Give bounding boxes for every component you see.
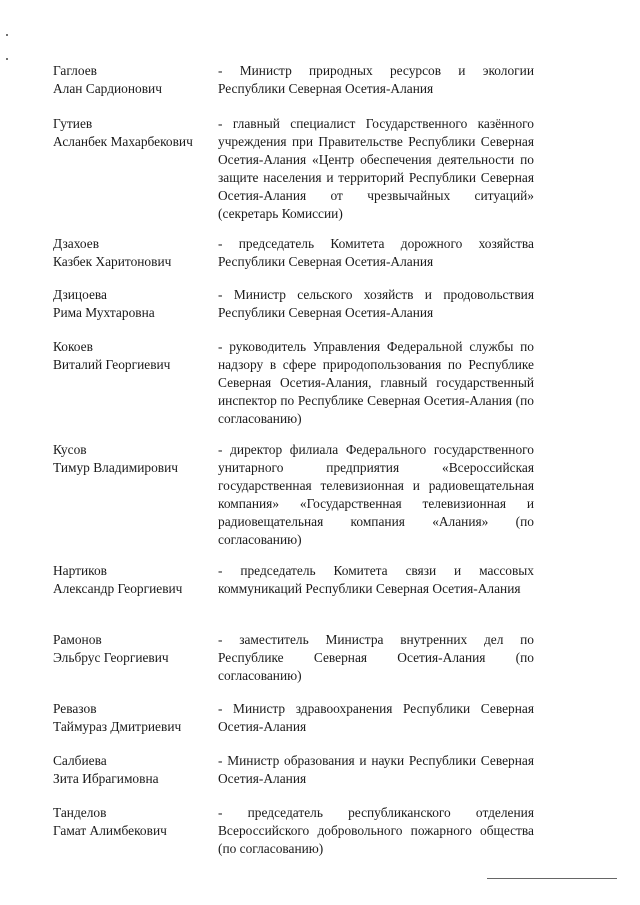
member-name <box>53 441 218 477</box>
member-given-names: Алан Сардионович <box>53 81 162 96</box>
member-surname: Гутиев <box>53 116 93 131</box>
member-surname: Ревазов <box>53 701 97 716</box>
member-given-names: Асланбек Махарбекович <box>53 134 193 149</box>
member-given-names: Таймураз Дмитриевич <box>53 719 182 734</box>
member-given-names: Эльбрус Георгиевич <box>53 650 169 665</box>
member-name <box>53 752 218 788</box>
member-name <box>53 804 218 840</box>
member-name <box>53 700 218 736</box>
member-role: - председатель республиканского отделения Всероссийского добровольного пожарного общества (по согласованию) <box>218 805 534 856</box>
member-name <box>53 562 218 598</box>
member-given-names: Казбек Харитонович <box>53 254 172 269</box>
member-role: - председатель Комитета дорожного хозяйства Республики Северная Осетия-Алания <box>218 236 534 269</box>
member-given-names: Виталий Георгиевич <box>53 357 171 372</box>
member-surname: Гаглоев <box>53 63 97 78</box>
member-surname: Дзицоева <box>53 287 107 302</box>
member-name <box>53 62 218 98</box>
member-role: - заместитель Министра внутренних дел по Республике Северная Осетия-Алания (по согласованию) <box>218 632 534 683</box>
member-name <box>53 286 218 322</box>
member-role: - руководитель Управления Федеральной службы по надзору в сфере природопользования по Республике Северная Осетия-Алания, главный государственный инспектор по Республике Северная Осетия-Алания (по согласованию) <box>218 339 534 426</box>
member-surname: Кусов <box>53 442 87 457</box>
member-role: - директор филиала Федерального государственного унитарного предприятия «Всероссийская государственная телевизионная и радиовещательная компания» «Государственная телевизионная и радиовещательная компания «Алания» (по согласованию) <box>218 442 534 547</box>
member-name <box>53 115 218 151</box>
member-name <box>53 235 218 271</box>
scan-speck <box>6 58 8 60</box>
member-role: - главный специалист Государственного казённого учреждения при Правительстве Республики Северная Осетия-Алания «Центр обеспечения деятельности по защите населения и территорий Республики Северная Осетия-Алания от чрезвычайных ситуаций» (секретарь Комиссии) <box>218 116 534 221</box>
scan-speck <box>6 34 8 36</box>
member-role: - Министр здравоохранения Республики Северная Осетия-Алания <box>218 701 534 734</box>
member-surname: Салбиева <box>53 753 107 768</box>
member-surname: Танделов <box>53 805 107 820</box>
member-role: - Министр образования и науки Республики Северная Осетия-Алания <box>218 753 534 786</box>
member-given-names: Александр Георгиевич <box>53 581 183 596</box>
member-role: - Министр природных ресурсов и экологии Республики Северная Осетия-Алания <box>218 63 534 96</box>
member-surname: Кокоев <box>53 339 93 354</box>
member-given-names: Рима Мухтаровна <box>53 305 155 320</box>
member-surname: Дзахоев <box>53 236 100 251</box>
member-name <box>53 338 218 374</box>
member-role: - председатель Комитета связи и массовых коммуникаций Республики Северная Осетия-Алания <box>218 563 534 596</box>
member-surname: Нартиков <box>53 563 107 578</box>
member-name <box>53 631 218 667</box>
member-given-names: Тимур Владимирович <box>53 460 179 475</box>
member-surname: Рамонов <box>53 632 102 647</box>
scan-edge-line <box>487 878 617 879</box>
member-role: - Министр сельского хозяйств и продовольствия Республики Северная Осетия-Алания <box>218 287 534 320</box>
member-given-names: Гамат Алимбекович <box>53 823 167 838</box>
member-given-names: Зита Ибрагимовна <box>53 771 159 786</box>
